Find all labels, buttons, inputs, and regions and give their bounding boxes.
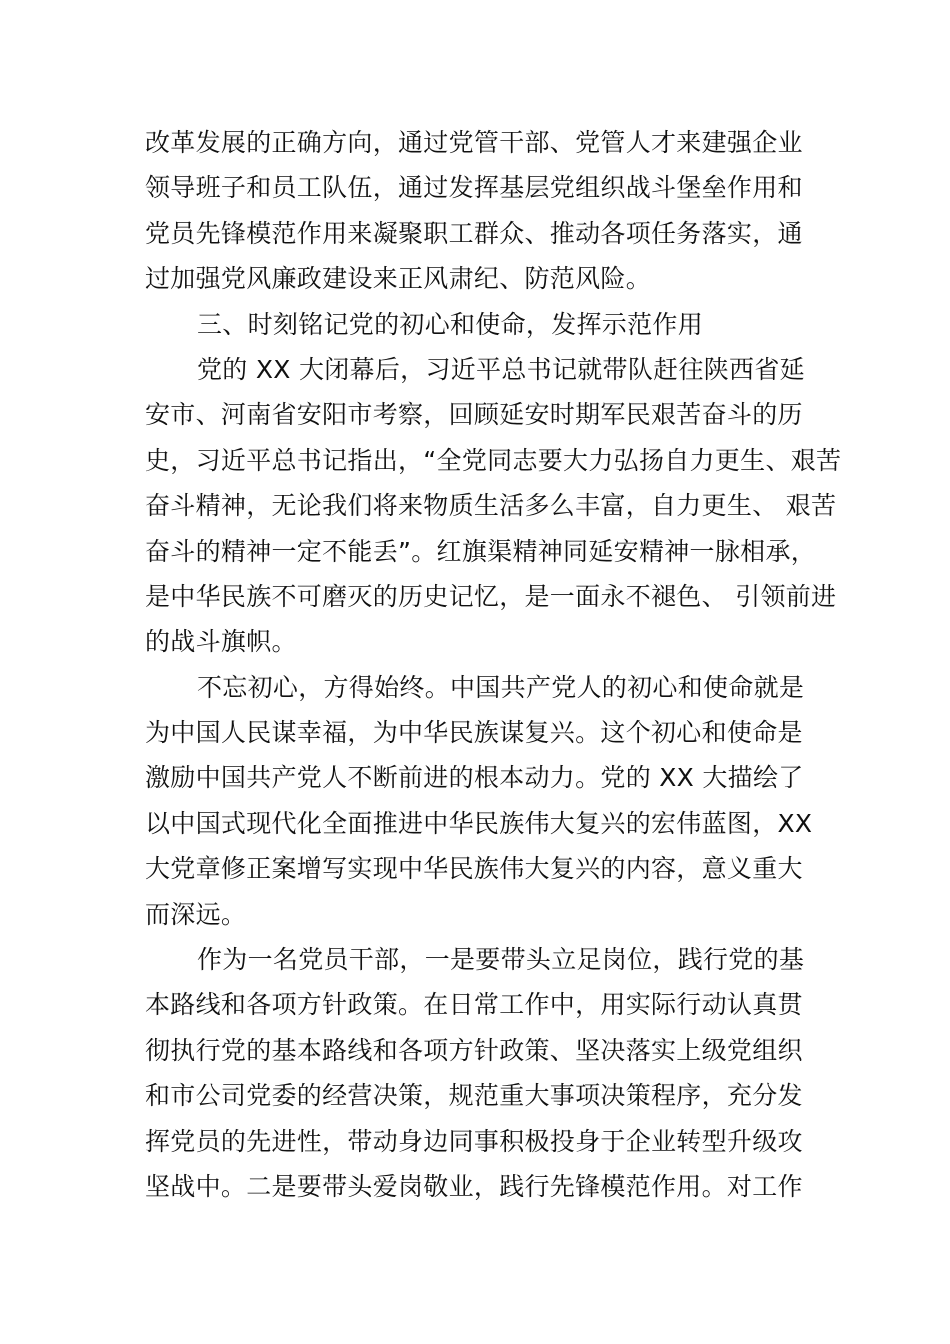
text-line: 坚战中。二是要带头爱岗敬业，践行先锋模范作用。对工作 bbox=[145, 1171, 803, 1201]
text-line: 而深远。 bbox=[145, 899, 247, 929]
text-line: 奋斗精神，无论我们将来物质生活多么丰富，自力更生、 艰苦 bbox=[145, 491, 837, 521]
text-line: 改革发展的正确方向，通过党管干部、党管人才来建强企业 bbox=[145, 128, 803, 157]
text-line: 领导班子和员工队伍，通过发挥基层党组织战斗堡垒作用和 bbox=[145, 173, 803, 203]
text-line: 是中华民族不可磨灭的历史记忆，是一面永不褪色、 引领前进 bbox=[145, 581, 837, 611]
text-line: 作为一名党员干部，一是要带头立足岗位，践行党的基 bbox=[197, 945, 805, 975]
text-line: 党的 XX 大闭幕后，习近平总书记就带队赶往陕西省延 bbox=[197, 354, 805, 384]
text-line: 大党章修正案增写实现中华民族伟大复兴的内容，意义重大 bbox=[145, 854, 803, 884]
text-line: 安市、河南省安阳市考察，回顾延安时期军民艰苦奋斗的历 bbox=[145, 400, 803, 430]
text-line: 过加强党风廉政建设来正风肃纪、防范风险。 bbox=[145, 264, 652, 294]
text-line: 史，习近平总书记指出，“全党同志要大力弘扬自力更生、艰苦 bbox=[145, 445, 842, 475]
text-line: 为中国人民谋幸福，为中华民族谋复兴。这个初心和使命是 bbox=[145, 718, 803, 748]
text-line: 的战斗旗帜。 bbox=[145, 627, 297, 657]
text-line: 和市公司党委的经营决策，规范重大事项决策程序，充分发 bbox=[145, 1081, 803, 1111]
text-line: 不忘初心，方得始终。中国共产党人的初心和使命就是 bbox=[197, 672, 805, 702]
section-heading: 三、时刻铭记党的初心和使命，发挥示范作用 bbox=[197, 309, 704, 339]
text-line: 挥党员的先进性，带动身边同事积极投身于企业转型升级攻 bbox=[145, 1126, 803, 1156]
document-body bbox=[145, 120, 842, 1209]
text-line: 本路线和各项方针政策。在日常工作中，用实际行动认真贯 bbox=[145, 990, 803, 1020]
text-line: 奋斗的精神一定不能丢”。红旗渠精神同延安精神一脉相承， bbox=[145, 536, 817, 566]
text-line: 激励中国共产党人不断前进的根本动力。党的 XX 大描绘了 bbox=[145, 763, 804, 793]
text-line: 党员先锋模范作用来凝聚职工群众、推动各项任务落实，通 bbox=[145, 218, 803, 248]
text-line: 以中国式现代化全面推进中华民族伟大复兴的宏伟蓝图，XX bbox=[145, 808, 813, 838]
text-line: 彻执行党的基本路线和各项方针政策、坚决落实上级党组织 bbox=[145, 1035, 803, 1065]
